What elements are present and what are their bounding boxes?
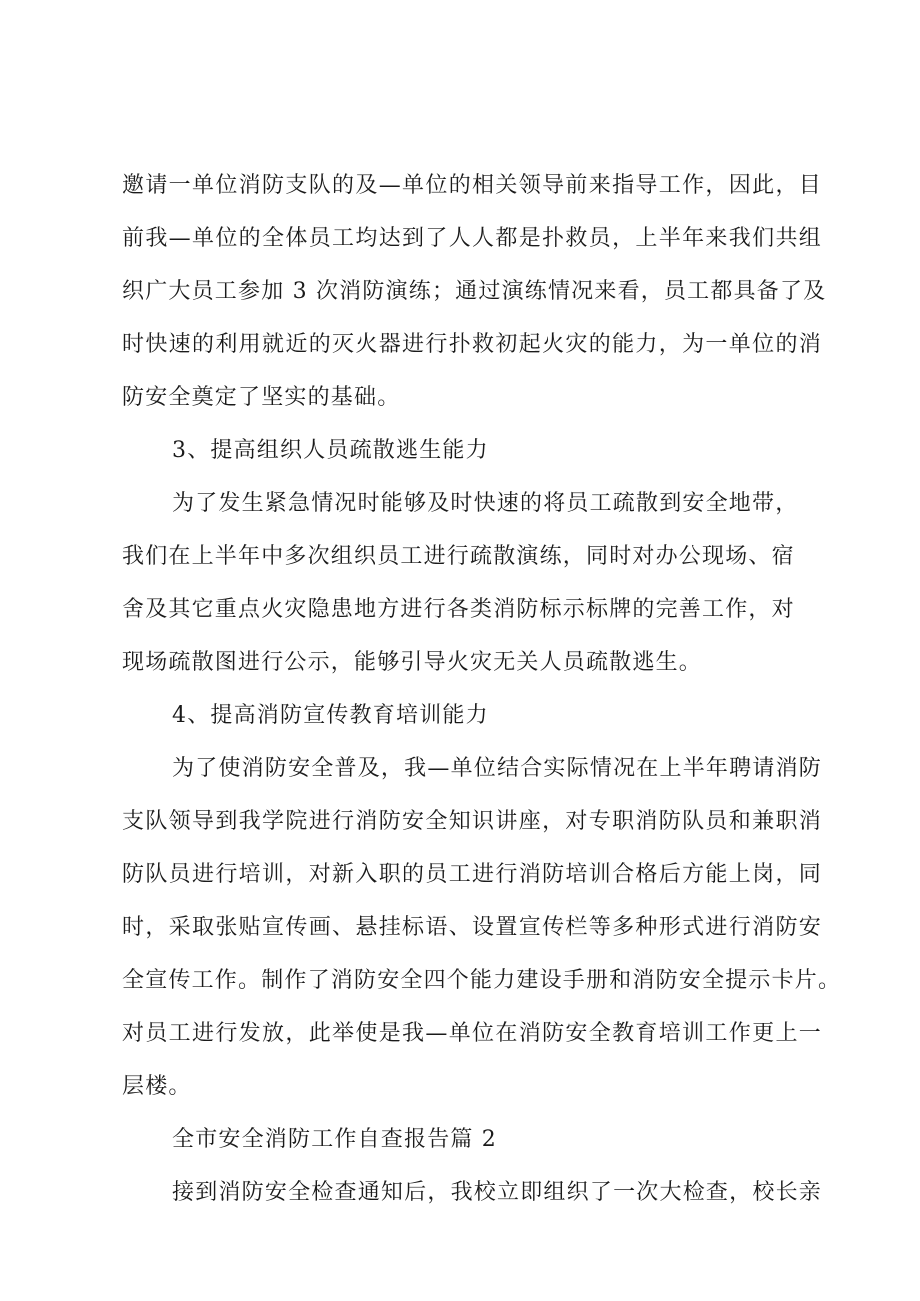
paragraph-1-line-5: 防安全奠定了坚实的基础。 xyxy=(122,385,401,410)
paragraph-3-line-7: 层楼。 xyxy=(122,1074,192,1099)
paragraph-3-line-5: 全宣传工作。制作了消防安全四个能力建设手册和消防安全提示卡片。 xyxy=(122,968,842,993)
paragraph-1-line-2: 前我—单位的全体员工均达到了人人都是扑救员，上半年来我们共组 xyxy=(122,226,822,251)
paragraph-2-line-4: 现场疏散图进行公示，能够引导火灾无关人员疏散逃生。 xyxy=(122,650,703,675)
paragraph-1-line-3: 织广大员工参加 3 次消防演练；通过演练情况来看，员工都具备了及 xyxy=(122,279,827,304)
paragraph-2-line-3: 舍及其它重点火灾隐患地方进行各类消防标示标牌的完善工作，对 xyxy=(122,597,795,622)
paragraph-2-line-2: 我们在上半年中多次组织员工进行疏散演练，同时对办公现场、宿 xyxy=(122,544,795,569)
paragraph-2-line-1: 为了发生紧急情况时能够及时快速的将员工疏散到安全地带， xyxy=(172,491,799,516)
section-heading-3: 3、提高组织人员疏散逃生能力 xyxy=(172,438,489,463)
section-heading-4: 4、提高消防宣传教育培训能力 xyxy=(172,703,489,728)
paragraph-3-line-2: 支队领导到我学院进行消防安全知识讲座，对专职消防队员和兼职消 xyxy=(122,809,822,834)
paragraph-3-line-1: 为了使消防安全普及，我—单位结合实际情况在上半年聘请消防 xyxy=(172,756,822,781)
paragraph-3-line-3: 防队员进行培训，对新入职的员工进行消防培训合格后方能上岗，同 xyxy=(122,862,822,887)
section-title: 全市安全消防工作自查报告篇 2 xyxy=(172,1127,497,1152)
paragraph-1-line-1: 邀请一单位消防支队的及—单位的相关领导前来指导工作，因此，目 xyxy=(122,173,822,198)
paragraph-4-line-1: 接到消防安全检查通知后，我校立即组织了一次大检查，校长亲 xyxy=(172,1180,822,1205)
paragraph-3-line-6: 对员工进行发放，此举使是我—单位在消防安全教育培训工作更上一 xyxy=(122,1021,822,1046)
paragraph-3-line-4: 时，采取张贴宣传画、悬挂标语、设置宣传栏等多种形式进行消防安 xyxy=(122,915,822,940)
paragraph-1-line-4: 时快速的利用就近的灭火器进行扑救初起火灾的能力，为一单位的消 xyxy=(122,332,822,357)
